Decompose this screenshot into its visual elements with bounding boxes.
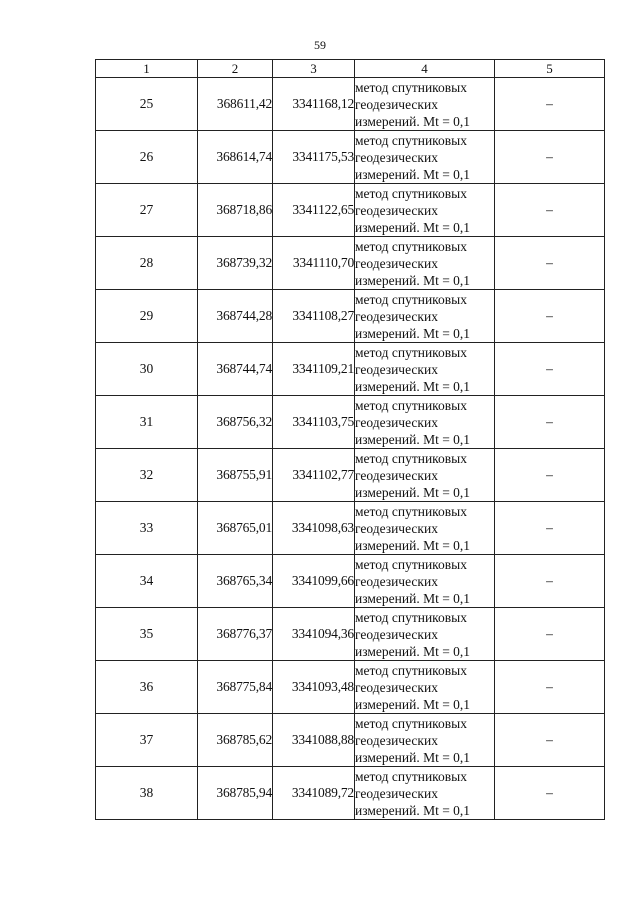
point-number-cell: 30 bbox=[96, 343, 198, 396]
method-line: измерений. Mt = 0,1 bbox=[355, 272, 471, 288]
method-line: геодезических bbox=[355, 785, 438, 801]
table-row bbox=[96, 184, 605, 237]
method-line: измерений. Mt = 0,1 bbox=[355, 590, 471, 606]
method-line: метод спутниковых bbox=[355, 768, 467, 784]
header-col-3: 3 bbox=[273, 60, 355, 78]
method-cell bbox=[355, 714, 495, 767]
x-coordinate-cell: 368744,28 bbox=[198, 290, 273, 343]
method-cell bbox=[355, 608, 495, 661]
table-row bbox=[96, 396, 605, 449]
table-row bbox=[96, 608, 605, 661]
column-5-cell: – bbox=[495, 396, 605, 449]
method-cell bbox=[355, 502, 495, 555]
point-number-cell: 32 bbox=[96, 449, 198, 502]
method-line: измерений. Mt = 0,1 bbox=[355, 696, 471, 712]
x-coordinate-cell: 368775,84 bbox=[198, 661, 273, 714]
y-coordinate-cell: 3341168,12 bbox=[273, 78, 355, 131]
page-number: 59 bbox=[314, 38, 326, 52]
point-number-cell: 28 bbox=[96, 237, 198, 290]
x-coordinate-cell: 368611,42 bbox=[198, 78, 273, 131]
column-5-cell: – bbox=[495, 661, 605, 714]
y-coordinate-cell: 3341103,75 bbox=[273, 396, 355, 449]
table-row bbox=[96, 661, 605, 714]
table-row bbox=[96, 343, 605, 396]
method-line: метод спутниковых bbox=[355, 503, 467, 519]
x-coordinate-cell: 368765,34 bbox=[198, 555, 273, 608]
method-line: измерений. Mt = 0,1 bbox=[355, 113, 471, 129]
method-line: метод спутниковых bbox=[355, 185, 467, 201]
method-cell bbox=[355, 237, 495, 290]
method-line: метод спутниковых bbox=[355, 662, 467, 678]
x-coordinate-cell: 368785,62 bbox=[198, 714, 273, 767]
column-5-cell: – bbox=[495, 502, 605, 555]
header-col-2: 2 bbox=[198, 60, 273, 78]
x-coordinate-cell: 368756,32 bbox=[198, 396, 273, 449]
method-line: геодезических bbox=[355, 467, 438, 483]
y-coordinate-cell: 3341099,66 bbox=[273, 555, 355, 608]
method-line: измерений. Mt = 0,1 bbox=[355, 431, 471, 447]
method-line: геодезических bbox=[355, 679, 438, 695]
point-number-cell: 36 bbox=[96, 661, 198, 714]
method-line: измерений. Mt = 0,1 bbox=[355, 484, 471, 500]
x-coordinate-cell: 368739,32 bbox=[198, 237, 273, 290]
table-row bbox=[96, 237, 605, 290]
column-5-cell: – bbox=[495, 290, 605, 343]
method-line: измерений. Mt = 0,1 bbox=[355, 802, 471, 818]
column-5-cell: – bbox=[495, 237, 605, 290]
method-line: измерений. Mt = 0,1 bbox=[355, 378, 471, 394]
method-cell bbox=[355, 184, 495, 237]
method-line: геодезических bbox=[355, 520, 438, 536]
method-line: геодезических bbox=[355, 202, 438, 218]
column-5-cell: – bbox=[495, 608, 605, 661]
method-line: геодезических bbox=[355, 573, 438, 589]
method-line: метод спутниковых bbox=[355, 291, 467, 307]
table-row bbox=[96, 290, 605, 343]
method-cell bbox=[355, 78, 495, 131]
coordinates-table bbox=[95, 59, 605, 820]
method-line: геодезических bbox=[355, 626, 438, 642]
header-col-4: 4 bbox=[355, 60, 495, 78]
table-row bbox=[96, 714, 605, 767]
method-line: метод спутниковых bbox=[355, 132, 467, 148]
x-coordinate-cell: 368614,74 bbox=[198, 131, 273, 184]
method-line: геодезических bbox=[355, 414, 438, 430]
table-row bbox=[96, 502, 605, 555]
method-line: метод спутниковых bbox=[355, 79, 467, 95]
y-coordinate-cell: 3341093,48 bbox=[273, 661, 355, 714]
method-line: метод спутниковых bbox=[355, 556, 467, 572]
table-body bbox=[96, 78, 605, 820]
method-cell bbox=[355, 131, 495, 184]
method-line: геодезических bbox=[355, 361, 438, 377]
point-number-cell: 27 bbox=[96, 184, 198, 237]
header-row bbox=[96, 60, 605, 78]
x-coordinate-cell: 368744,74 bbox=[198, 343, 273, 396]
method-cell bbox=[355, 767, 495, 820]
method-cell bbox=[355, 343, 495, 396]
y-coordinate-cell: 3341094,36 bbox=[273, 608, 355, 661]
column-5-cell: – bbox=[495, 131, 605, 184]
y-coordinate-cell: 3341098,63 bbox=[273, 502, 355, 555]
method-line: метод спутниковых bbox=[355, 450, 467, 466]
method-line: измерений. Mt = 0,1 bbox=[355, 166, 471, 182]
table-row bbox=[96, 555, 605, 608]
y-coordinate-cell: 3341122,65 bbox=[273, 184, 355, 237]
point-number-cell: 38 bbox=[96, 767, 198, 820]
x-coordinate-cell: 368718,86 bbox=[198, 184, 273, 237]
column-5-cell: – bbox=[495, 767, 605, 820]
column-5-cell: – bbox=[495, 555, 605, 608]
point-number-cell: 25 bbox=[96, 78, 198, 131]
point-number-cell: 33 bbox=[96, 502, 198, 555]
x-coordinate-cell: 368776,37 bbox=[198, 608, 273, 661]
method-cell bbox=[355, 661, 495, 714]
column-5-cell: – bbox=[495, 184, 605, 237]
point-number-cell: 37 bbox=[96, 714, 198, 767]
y-coordinate-cell: 3341088,88 bbox=[273, 714, 355, 767]
header-col-1: 1 bbox=[96, 60, 198, 78]
y-coordinate-cell: 3341102,77 bbox=[273, 449, 355, 502]
method-cell bbox=[355, 290, 495, 343]
table-row bbox=[96, 767, 605, 820]
method-line: геодезических bbox=[355, 308, 438, 324]
x-coordinate-cell: 368785,94 bbox=[198, 767, 273, 820]
point-number-cell: 26 bbox=[96, 131, 198, 184]
method-line: геодезических bbox=[355, 149, 438, 165]
column-5-cell: – bbox=[495, 343, 605, 396]
method-line: измерений. Mt = 0,1 bbox=[355, 219, 471, 235]
table-row bbox=[96, 78, 605, 131]
x-coordinate-cell: 368765,01 bbox=[198, 502, 273, 555]
point-number-cell: 35 bbox=[96, 608, 198, 661]
header-col-5: 5 bbox=[495, 60, 605, 78]
method-cell bbox=[355, 396, 495, 449]
method-line: измерений. Mt = 0,1 bbox=[355, 749, 471, 765]
method-line: измерений. Mt = 0,1 bbox=[355, 537, 471, 553]
table-row bbox=[96, 131, 605, 184]
column-5-cell: – bbox=[495, 78, 605, 131]
point-number-cell: 34 bbox=[96, 555, 198, 608]
y-coordinate-cell: 3341175,53 bbox=[273, 131, 355, 184]
method-line: геодезических bbox=[355, 96, 438, 112]
column-5-cell: – bbox=[495, 714, 605, 767]
table-row bbox=[96, 449, 605, 502]
method-line: метод спутниковых bbox=[355, 344, 467, 360]
y-coordinate-cell: 3341109,21 bbox=[273, 343, 355, 396]
method-line: измерений. Mt = 0,1 bbox=[355, 643, 471, 659]
method-cell bbox=[355, 449, 495, 502]
method-line: измерений. Mt = 0,1 bbox=[355, 325, 471, 341]
y-coordinate-cell: 3341089,72 bbox=[273, 767, 355, 820]
method-line: метод спутниковых bbox=[355, 397, 467, 413]
point-number-cell: 29 bbox=[96, 290, 198, 343]
method-cell bbox=[355, 555, 495, 608]
column-5-cell: – bbox=[495, 449, 605, 502]
point-number-cell: 31 bbox=[96, 396, 198, 449]
y-coordinate-cell: 3341108,27 bbox=[273, 290, 355, 343]
method-line: метод спутниковых bbox=[355, 715, 467, 731]
y-coordinate-cell: 3341110,70 bbox=[273, 237, 355, 290]
method-line: геодезических bbox=[355, 255, 438, 271]
method-line: геодезических bbox=[355, 732, 438, 748]
method-line: метод спутниковых bbox=[355, 609, 467, 625]
method-line: метод спутниковых bbox=[355, 238, 467, 254]
x-coordinate-cell: 368755,91 bbox=[198, 449, 273, 502]
